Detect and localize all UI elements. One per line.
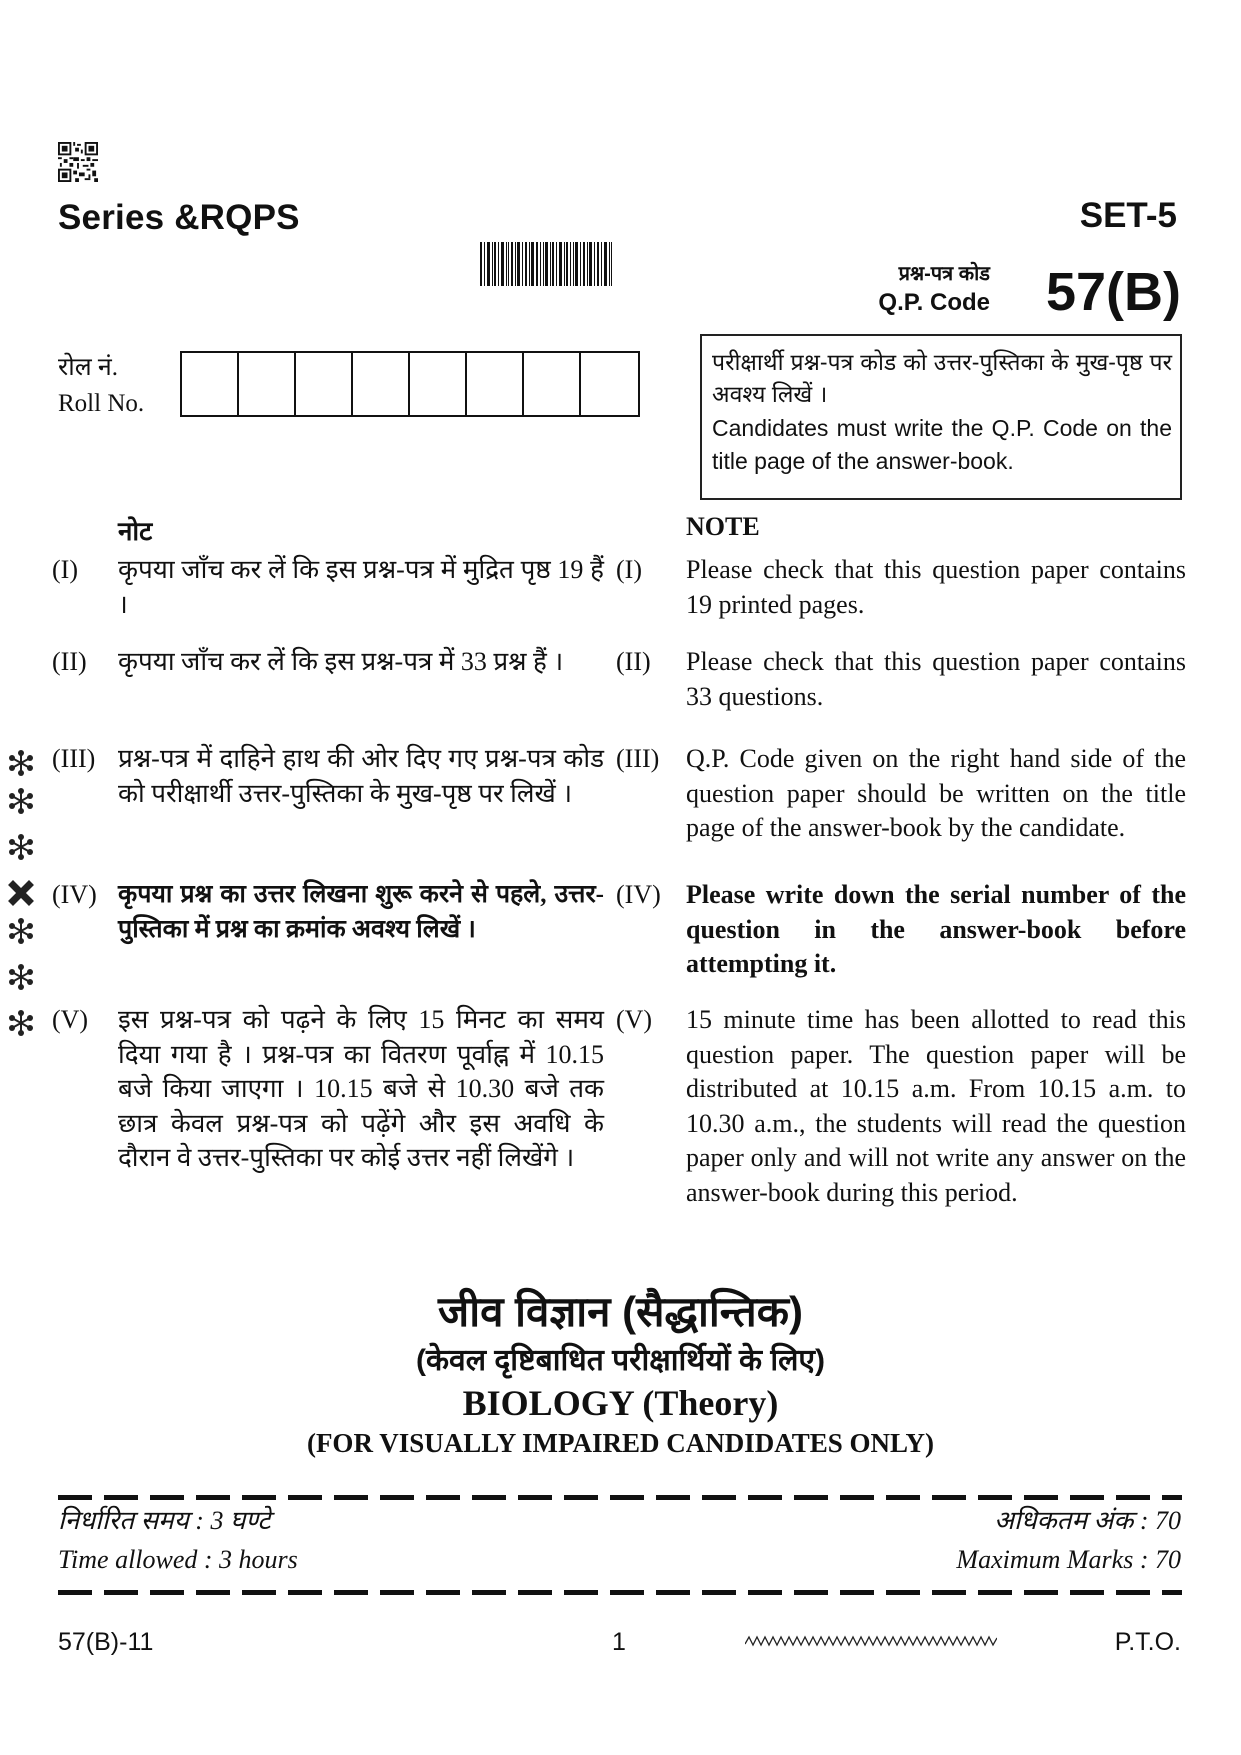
asterisk-flower-icon	[8, 750, 34, 776]
note-text-en: Q.P. Code given on the right hand side of the question paper should be written on the title page of the answer-book by the candidate.	[686, 744, 1186, 842]
qp-box-text-hi: परीक्षार्थी प्रश्न-पत्र कोड को उत्तर-पुस्तिका के मुख-पृष्ठ पर अवश्य लिखें ।	[712, 349, 1172, 407]
qp-code-label	[820, 260, 990, 318]
cross-icon	[8, 880, 34, 906]
asterisk-flower-icon	[8, 788, 34, 814]
note-text-hi: प्रश्न-पत्र में दाहिने हाथ की ओर दिए गए प्रश्न-पत्र कोड को परीक्षार्थी उत्तर-पुस्तिका के मुख-पृष्ठ पर लिखें ।	[118, 744, 604, 808]
qr-code-icon	[58, 142, 98, 182]
note-text-hi: कृपया जाँच कर लें कि इस प्रश्न-पत्र में 33 प्रश्न हैं ।	[118, 647, 564, 676]
page-number: 1	[612, 1628, 626, 1656]
note-text-hi: इस प्रश्न-पत्र को पढ़ने के लिए 15 मिनट का समय दिया गया है । प्रश्न-पत्र का वितरण पूर्वाह्न में 10.15 बजे किया जाएगा । 10.15 बजे से 10.30 बजे तक छात्र केवल प्रश्न-पत्र को पढ़ेंगे और इस अवधि के दौरान वे उत्तर-पुस्तिका पर कोई उत्तर नहीं लिखेंगे ।	[118, 1005, 604, 1172]
roll-label-en: Roll No.	[58, 390, 145, 417]
maximum-marks-hi: अधिकतम अंक : 70	[994, 1506, 1181, 1535]
note-text-hi: कृपया जाँच कर लें कि इस प्रश्न-पत्र में मुद्रित पृष्ठ 19 हैं ।	[118, 555, 604, 619]
note-number: (II)	[52, 647, 87, 676]
please-turn-over: P.T.O.	[1114, 1628, 1181, 1656]
note-text-en: Please check that this question paper contains 19 printed pages.	[686, 555, 1186, 619]
roll-number-box[interactable]	[296, 353, 353, 415]
set-label: SET-5	[1079, 196, 1177, 235]
subject-title-hi: जीव विज्ञान (सैद्धान्तिक)	[438, 1288, 803, 1335]
time-allowed-hi: निर्धारित समय : 3 घण्टे	[58, 1506, 271, 1535]
asterisk-flower-icon	[8, 1010, 34, 1036]
subject-subtitle-en: (FOR VISUALLY IMPAIRED CANDIDATES ONLY)	[306, 1428, 935, 1458]
note-number: (IV)	[616, 880, 661, 909]
note-number: (I)	[616, 555, 642, 584]
note-number: (V)	[616, 1005, 653, 1034]
note-text-hi: कृपया प्रश्न का उत्तर लिखना शुरू करने से पहले, उत्तर-पुस्तिका में प्रश्न का क्रमांक अवश्य लिखें ।	[118, 881, 604, 943]
roll-label-hi: रोल नं.	[58, 354, 119, 381]
roll-number-box[interactable]	[467, 353, 524, 415]
note-number: (III)	[616, 744, 660, 773]
roll-number-box[interactable]	[524, 353, 581, 415]
roll-number-box[interactable]	[182, 353, 239, 415]
qp-box-text-en: Candidates must write the Q.P. Code on the title page of the answer-book.	[712, 415, 1172, 474]
note-number: (II)	[616, 647, 651, 676]
roll-number-box[interactable]	[239, 353, 296, 415]
subject-subtitle-hi: (केवल दृष्टिबाधित परीक्षार्थियों के लिए)	[415, 1344, 826, 1377]
note-number: (I)	[52, 555, 78, 584]
qp-code: 57(B)	[1045, 262, 1181, 322]
dashed-divider	[58, 1495, 1182, 1500]
barcode-icon	[480, 242, 612, 286]
note-text-en: 15 minute time has been allotted to read this question paper. The question paper will be distributed at 10.15 a.m. From 10.15 a.m. to 10.30 a.m., the students will read the question paper only and will not write any answer on the answer-book during this period.	[686, 1005, 1186, 1207]
wavy-line-icon	[745, 1634, 997, 1648]
note-heading-hi: नोट	[118, 517, 153, 546]
qp-code-label-hi: प्रश्न-पत्र कोड	[898, 263, 990, 285]
footer-paper-code: 57(B)-11	[58, 1628, 154, 1656]
asterisk-flower-icon	[8, 918, 34, 944]
roll-number-box[interactable]	[581, 353, 638, 415]
roll-number-boxes[interactable]	[180, 351, 640, 417]
roll-number-box[interactable]	[410, 353, 467, 415]
note-heading-en: NOTE	[686, 512, 760, 541]
roll-number-box[interactable]	[353, 353, 410, 415]
dashed-divider	[58, 1590, 1182, 1595]
note-number: (III)	[52, 744, 96, 773]
qp-code-label-en: Q.P. Code	[878, 289, 990, 316]
roll-number-label	[58, 350, 144, 422]
note-number: (IV)	[52, 880, 97, 909]
note-text-en: Please check that this question paper contains 33 questions.	[686, 647, 1186, 711]
asterisk-flower-icon	[8, 964, 34, 990]
series-label: Series &RQPS	[58, 198, 300, 237]
qp-code-instruction-box	[700, 334, 1182, 500]
asterisk-flower-icon	[8, 834, 34, 860]
maximum-marks-en: Maximum Marks : 70	[956, 1545, 1181, 1574]
time-allowed-en: Time allowed : 3 hours	[58, 1545, 298, 1574]
note-text-en: Please write down the serial number of the question in the answer-book before attempting it.	[686, 880, 1186, 978]
subject-title-en: BIOLOGY (Theory)	[462, 1383, 779, 1423]
note-number: (V)	[52, 1005, 89, 1034]
